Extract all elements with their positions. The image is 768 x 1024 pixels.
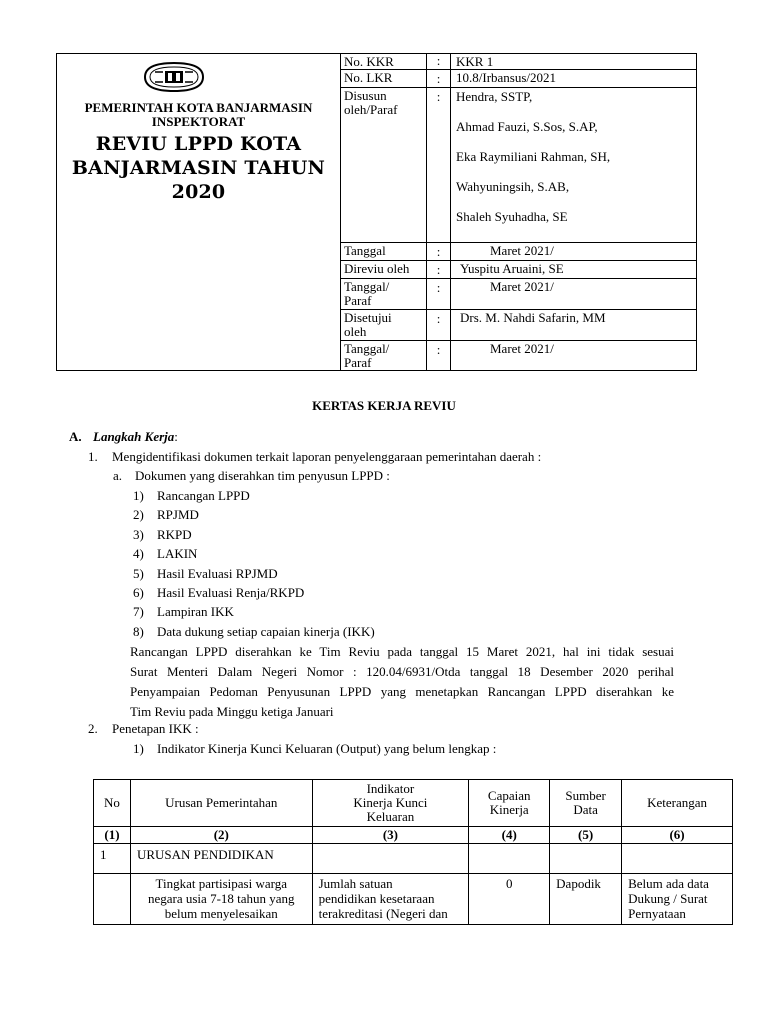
document-item: RPJMD	[157, 507, 199, 522]
author-name: Hendra, SSTP,	[456, 89, 533, 104]
separator: :	[426, 310, 451, 340]
separator: :	[426, 54, 451, 69]
column-header: Indikator Kinerja Kunci Keluaran	[312, 780, 469, 827]
list-number: 8)	[133, 624, 144, 639]
table-row	[94, 844, 733, 874]
column-number: (5)	[550, 827, 622, 844]
finding-paragraph: Rancangan LPPD diserahkan ke Tim Reviu pada tanggal 15 Maret 2021, hal ini tidak sesuai Surat Menteri Dalam Negeri Nomor : 120.04/6931/Otda tanggal 18 Desember 2020 perihal Penyampaian Pedoman Penyusunan LPPD yang menetapkan Rancangan LPPD diserahkan ke Tim Reviu pada Minggu ketiga Januari	[130, 644, 674, 719]
table-cell: Dapodik	[550, 874, 622, 925]
ikk-table	[93, 779, 733, 925]
document-title: REVIU LPPD KOTA BANJARMASIN TAHUN 2020	[71, 133, 326, 203]
header-box	[56, 53, 697, 371]
list-number: 4)	[133, 546, 144, 561]
list-number: 5)	[133, 566, 144, 581]
column-header: Keterangan	[622, 780, 733, 827]
label-tanggal-paraf: Tanggal/ Paraf	[344, 341, 390, 370]
list-number: 3)	[133, 527, 144, 542]
document-item: Data dukung setiap capaian kinerja (IKK)	[157, 624, 375, 639]
separator: :	[426, 341, 451, 370]
table-cell	[469, 844, 550, 874]
list-number: 1)	[133, 741, 144, 756]
column-number-row	[94, 827, 733, 844]
separator: :	[426, 243, 451, 260]
list-item: Penetapan IKK :	[112, 721, 199, 736]
label-disusun: Disusun oleh/Paraf	[344, 88, 398, 117]
row-disetujui	[340, 310, 696, 341]
value-disetujui: Drs. M. Nahdi Safarin, MM	[460, 310, 606, 325]
row-tanggal	[340, 243, 696, 261]
list-item: Dokumen yang diserahkan tim penyusun LPPD :	[135, 468, 390, 483]
value-no-kkr: KKR 1	[456, 54, 494, 69]
column-header: Capaian Kinerja	[469, 780, 550, 827]
org-unit: INSPEKTORAT	[151, 114, 246, 129]
list-number: 1.	[88, 449, 98, 464]
document-item: Lampiran IKK	[157, 604, 234, 619]
label-tanggal: Tanggal	[344, 243, 386, 258]
table-cell: URUSAN PENDIDIKAN	[130, 844, 312, 874]
table-cell: 0	[469, 874, 550, 925]
document-item: Hasil Evaluasi Renja/RKPD	[157, 585, 305, 600]
author-list	[456, 89, 610, 239]
table-cell	[622, 844, 733, 874]
separator: :	[426, 261, 451, 278]
table-cell	[312, 844, 469, 874]
author-name: Shaleh Syuhadha, SE	[456, 209, 568, 224]
list-letter: a.	[113, 468, 123, 483]
list-number: 1)	[133, 488, 144, 503]
row-tanggal-paraf-1	[340, 279, 696, 310]
column-header: Sumber Data	[550, 780, 622, 827]
value-tanggal-paraf: Maret 2021/	[490, 279, 554, 294]
org-name: PEMERINTAH KOTA BANJARMASIN	[84, 100, 313, 115]
document-item: Hasil Evaluasi RPJMD	[157, 566, 278, 581]
separator: :	[426, 70, 451, 87]
label-disetujui: Disetujui oleh	[344, 310, 392, 339]
row-disusun	[340, 88, 696, 243]
table-cell	[550, 844, 622, 874]
column-number: (2)	[130, 827, 312, 844]
table-cell: Jumlah satuan pendidikan kesetaraan terakreditasi (Negeri dan	[312, 874, 469, 925]
row-no-lkr	[340, 70, 696, 88]
section-title: Langkah Kerja:	[93, 429, 178, 444]
document-item: LAKIN	[157, 546, 198, 561]
label-no-lkr: No. LKR	[344, 70, 393, 85]
value-no-lkr: 10.8/Irbansus/2021	[456, 70, 557, 85]
value-tanggal: Maret 2021/	[490, 243, 554, 258]
label-no-kkr: No. KKR	[344, 54, 394, 69]
section-marker: A.	[69, 429, 82, 444]
list-item: Indikator Kinerja Kunci Keluaran (Output) yang belum lengkap :	[157, 741, 497, 756]
column-header: Urusan Pemerintahan	[130, 780, 312, 827]
author-name: Ahmad Fauzi, S.Sos, S.AP,	[456, 119, 598, 134]
row-direviu	[340, 261, 696, 279]
list-number: 6)	[133, 585, 144, 600]
list-number: 7)	[133, 604, 144, 619]
separator: :	[426, 279, 451, 309]
list-item: Mengidentifikasi dokumen terkait laporan penyelenggaraan pemerintahan daerah :	[112, 449, 542, 464]
separator: :	[426, 88, 451, 242]
header-title-cell	[57, 54, 341, 370]
author-name: Eka Raymiliani Rahman, SH,	[456, 149, 611, 164]
table-cell	[94, 874, 131, 925]
list-number: 2)	[133, 507, 144, 522]
value-direviu: Yuspitu Aruaini, SE	[460, 261, 564, 276]
label-tanggal-paraf: Tanggal/ Paraf	[344, 279, 390, 308]
author-name: Wahyuningsih, S.AB,	[456, 179, 570, 194]
table-cell: Belum ada data Dukung / Surat Pernyataan	[622, 874, 733, 925]
table-header-row	[94, 780, 733, 827]
column-number: (1)	[94, 827, 131, 844]
document-item: RKPD	[157, 527, 192, 542]
banjarmasin-seal-icon	[141, 60, 207, 94]
section-heading: KERTAS KERJA REVIU	[312, 398, 456, 413]
column-number: (3)	[312, 827, 469, 844]
table-row	[94, 874, 733, 925]
column-number: (6)	[622, 827, 733, 844]
table-cell: 1	[94, 844, 131, 874]
column-header: No	[94, 780, 131, 827]
document-item: Rancangan LPPD	[157, 488, 250, 503]
value-tanggal-paraf: Maret 2021/	[490, 341, 554, 356]
column-number: (4)	[469, 827, 550, 844]
row-no-kkr	[340, 54, 696, 70]
label-direviu: Direviu oleh	[344, 261, 410, 276]
list-number: 2.	[88, 721, 98, 736]
table-cell: Tingkat partisipasi warga negara usia 7-18 tahun yang belum menyelesaikan	[130, 874, 312, 925]
row-tanggal-paraf-2	[340, 341, 696, 370]
